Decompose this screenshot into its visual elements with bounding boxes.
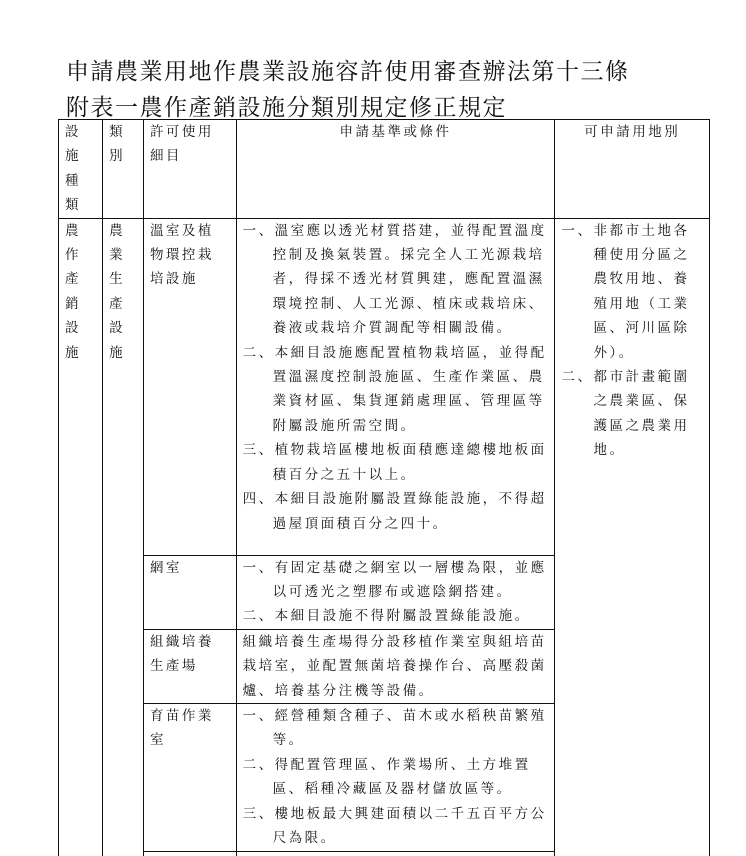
criteria-item: 二、本細目設施應配置植物栽培區，並得配置溫濕度控制設施區、生產作業區、農業資材區、集貨運銷處理區、管理區等附屬設施所需空間。 — [242, 344, 547, 434]
header-facility-type: 設施種類 — [59, 120, 103, 219]
table-row — [59, 218, 710, 555]
permitted-item-cell: 育苗作業室 — [143, 704, 236, 851]
category-cell: 農業生產設施 — [103, 218, 144, 855]
criteria-item: 四、本細目設施附屬設置綠能設施，不得超過屋頂面積百分之四十。 — [242, 491, 547, 532]
criteria-cell — [236, 629, 555, 703]
permitted-item-cell: 組織培養生產場 — [143, 629, 236, 703]
criteria-item: 二、本細目設施不得附屬設置綠能設施。 — [242, 608, 531, 625]
facility-classification-table — [58, 119, 710, 856]
land-use-item: 二、都市計畫範圍之農業區、保護區之農業用地。 — [561, 369, 690, 459]
criteria-text: 組織培養生產場得分設移植作業室與組培苗栽培室，並配置無菌培養操作台、高壓殺菌爐、培養基分注機等設備。 — [242, 633, 547, 699]
permitted-item-cell: 網室 — [143, 555, 236, 629]
header-category: 類別 — [103, 120, 144, 219]
land-use-cell — [555, 218, 710, 855]
header-permitted-item: 許可使用細目 — [143, 120, 236, 219]
document-title-line-2: 附表一農作產銷設施分類別規定修正規定 — [66, 95, 507, 121]
criteria-item: 二、得配置管理區、作業場所、土方堆置區、稻種冷藏區及器材儲放區等。 — [242, 756, 531, 798]
criteria-item: 一、溫室應以透光材質搭建，並得配置溫度控制及換氣裝置。採完全人工光源栽培者，得採不透光材質興建，應配置溫濕環境控制、人工光源、植床或栽培床、養液或栽培介質調配等相關設備。 — [242, 222, 547, 337]
criteria-cell — [236, 218, 555, 555]
permitted-item-cell: 溫室及植物環控栽培設施 — [143, 218, 236, 555]
table-header-row — [59, 120, 710, 219]
criteria-cell — [236, 555, 555, 629]
criteria-item: 三、樓地板最大興建面積以二千五百平方公尺為限。 — [242, 805, 547, 847]
criteria-item: 一、有固定基礎之網室以一層樓為限，並應以可透光之塑膠布或遮陰網搭建。 — [242, 559, 547, 601]
continued-cell — [236, 851, 555, 856]
header-criteria: 申請基準或條件 — [236, 120, 555, 219]
header-land-use: 可申請用地別 — [555, 120, 710, 219]
facility-type-cell: 農作產銷設施 — [59, 218, 103, 855]
document-title-line-1: 申請農業用地作農業設施容許使用審查辦法第十三條 — [66, 59, 630, 85]
criteria-cell — [236, 704, 555, 851]
continued-cell — [143, 851, 236, 856]
criteria-item: 三、植物栽培區樓地板面積應達總樓地板面積百分之五十以上。 — [242, 442, 547, 483]
land-use-item: 一、非都市土地各種使用分區之農牧用地、養殖用地（工業區、河川區除外）。 — [561, 222, 690, 361]
criteria-item: 一、經營種類含種子、苗木或水稻秧苗繁殖等。 — [242, 708, 547, 749]
